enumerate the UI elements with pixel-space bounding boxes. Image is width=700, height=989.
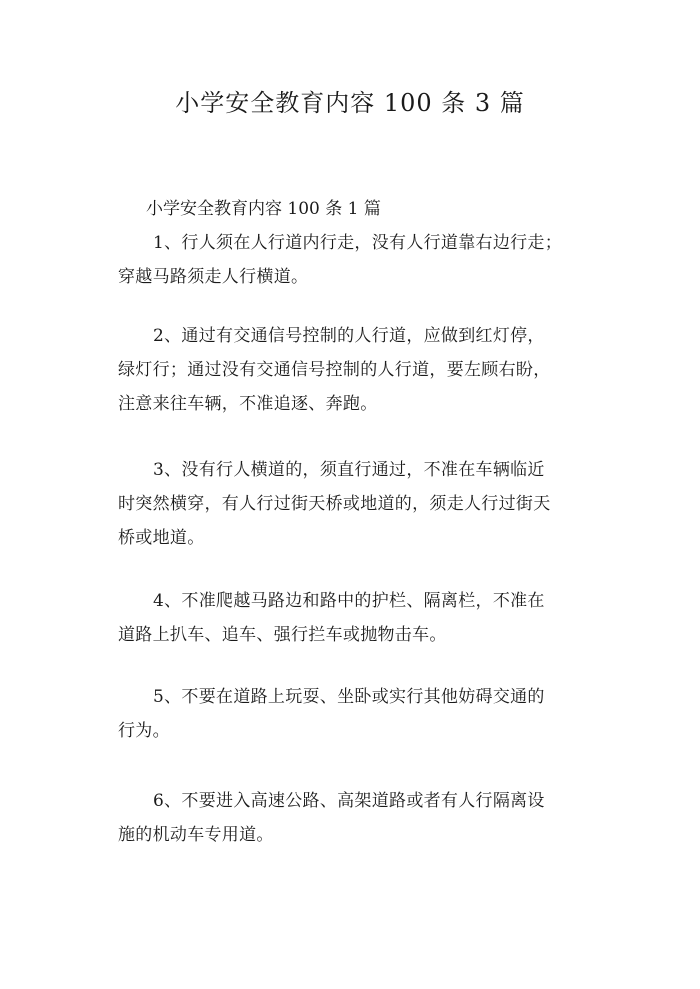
document-title: 小学安全教育内容 100 条 3 篇 <box>175 89 525 117</box>
paragraph-line: 道路上扒车、追车、强行拦车或抛物击车。 <box>118 625 447 645</box>
paragraph-line: 绿灯行；通过没有交通信号控制的人行道，要左顾右盼， <box>118 360 551 380</box>
paragraph-3 <box>118 453 588 555</box>
paragraph-line: 施的机动车专用道。 <box>118 825 274 845</box>
paragraph-line: 1、行人须在人行道内行走，没有人行道靠右边行走； <box>153 233 563 253</box>
paragraph-2 <box>118 319 588 421</box>
paragraph-line: 6、不要进入高速公路、高架道路或者有人行隔离设 <box>153 791 545 811</box>
paragraph-line: 5、不要在道路上玩耍、坐卧或实行其他妨碍交通的 <box>153 687 545 707</box>
paragraph-6 <box>118 784 588 852</box>
paragraph-line: 穿越马路须走人行横道。 <box>118 267 309 287</box>
paragraph-line: 4、不准爬越马路边和路中的护栏、隔离栏，不准在 <box>153 591 545 611</box>
paragraph-line: 桥或地道。 <box>118 528 205 548</box>
paragraph-line: 2、通过有交通信号控制的人行道，应做到红灯停， <box>153 326 545 346</box>
section-heading: 小学安全教育内容 100 条 1 篇 <box>146 199 381 219</box>
paragraph-4 <box>118 584 588 652</box>
paragraph-line: 时突然横穿，有人行过街天桥或地道的，须走人行过街天 <box>118 494 551 514</box>
paragraph-5 <box>118 680 588 748</box>
paragraph-line: 行为。 <box>118 721 170 741</box>
paragraph-1 <box>118 226 588 294</box>
paragraph-line: 注意来往车辆，不准追逐、奔跑。 <box>118 394 378 414</box>
paragraph-line: 3、没有行人横道的，须直行通过，不准在车辆临近 <box>153 460 545 480</box>
